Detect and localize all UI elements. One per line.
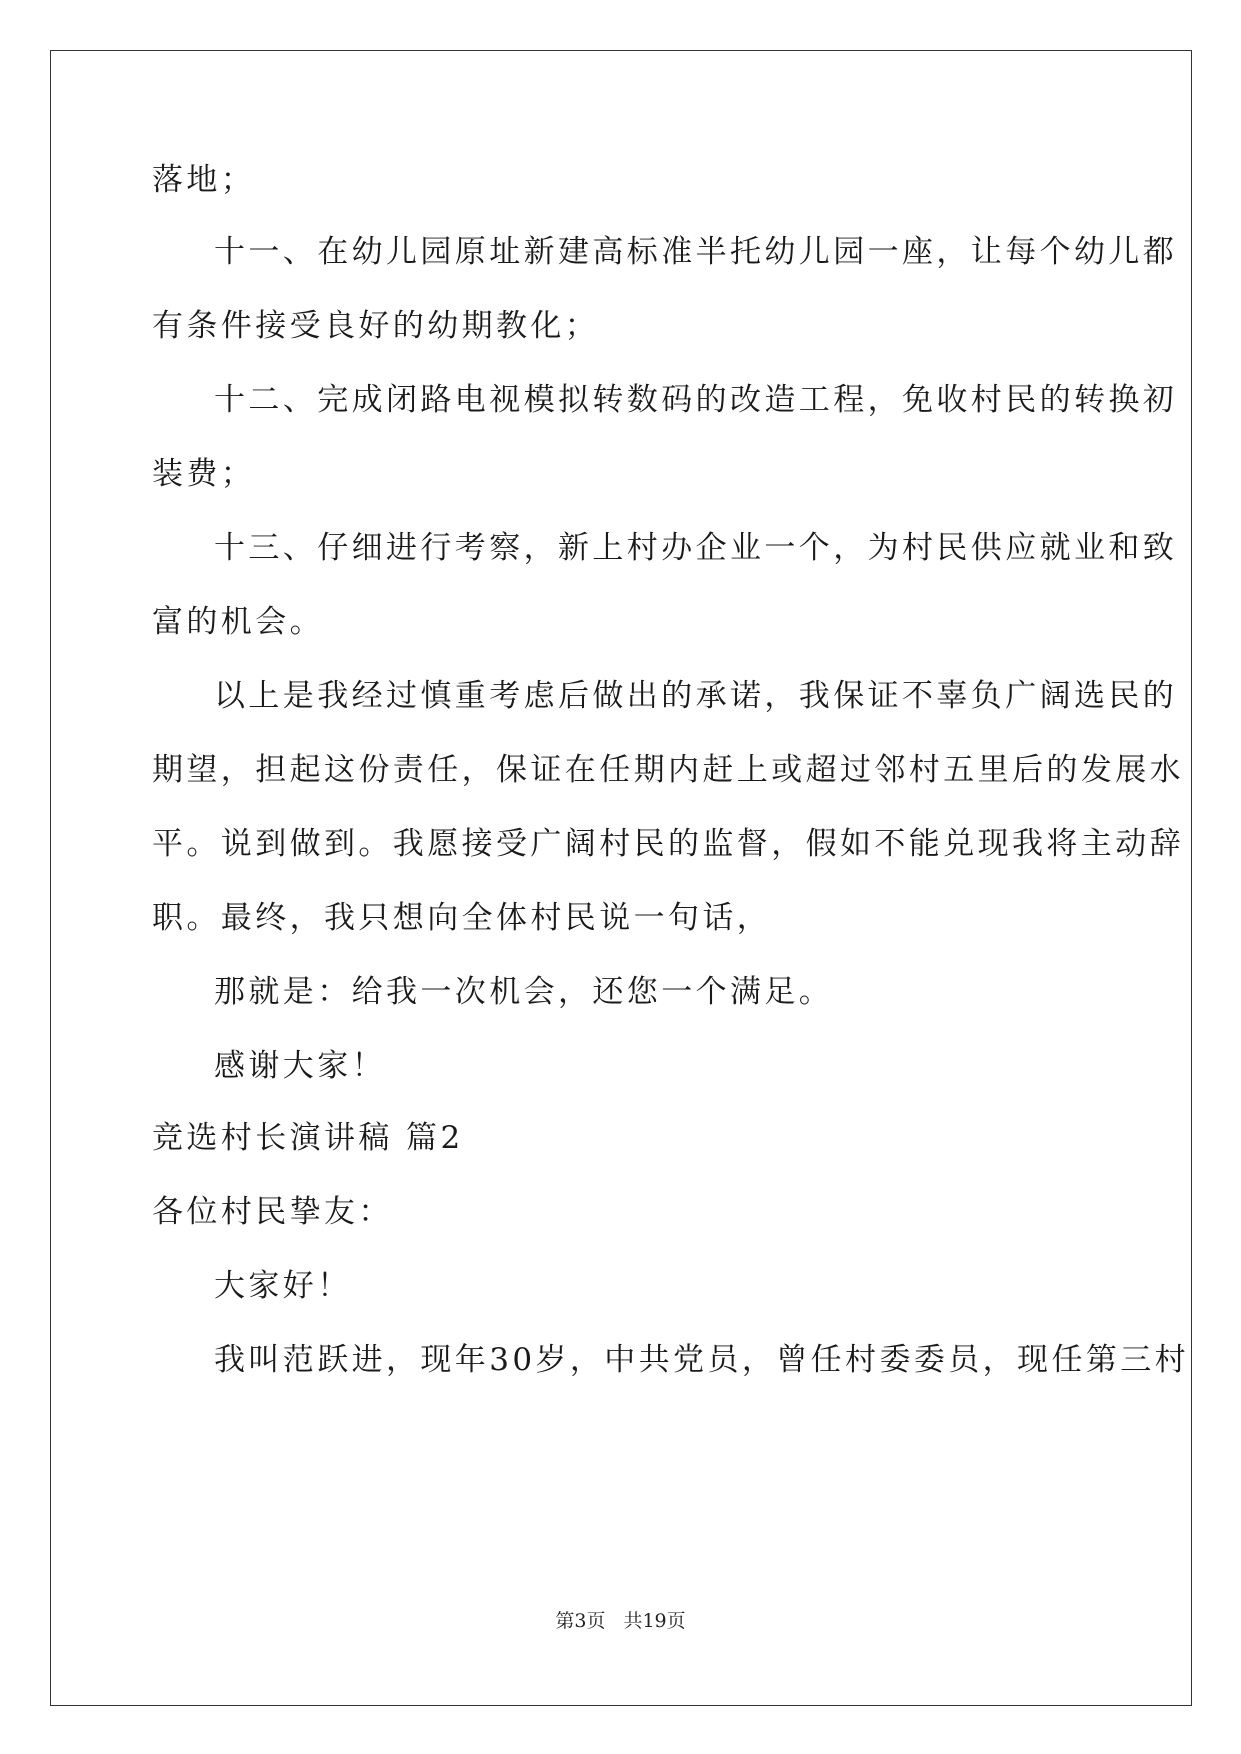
- paragraph-line: 十三、仔细进行考察，新上村办企业一个，为村民供应就业和致: [214, 530, 1178, 566]
- greeting: 大家好！: [214, 1268, 352, 1304]
- page-total: 共19页: [623, 1610, 686, 1632]
- section-heading: 竞选村长演讲稿 篇2: [152, 1120, 464, 1156]
- paragraph-line: 有条件接受良好的幼期教化；: [152, 308, 600, 344]
- paragraph-line: 十一、在幼儿园原址新建高标准半托幼儿园一座，让每个幼儿都: [214, 234, 1178, 270]
- page-border: [50, 50, 1192, 1706]
- paragraph-line: 期望，担起这份责任，保证在任期内赶上或超过邻村五里后的发展水: [152, 752, 1184, 788]
- paragraph-line: 装费；: [152, 456, 256, 492]
- paragraph-line: 落地；: [152, 162, 256, 198]
- paragraph-line: 感谢大家！: [214, 1048, 386, 1084]
- paragraph-line: 以上是我经过慎重考虑后做出的承诺，我保证不辜负广阔选民的: [214, 678, 1178, 714]
- paragraph-line: 十二、完成闭路电视模拟转数码的改造工程，免收村民的转换初: [214, 382, 1178, 418]
- paragraph-line: 平。说到做到。我愿接受广阔村民的监督，假如不能兑现我将主动辞: [152, 826, 1184, 862]
- paragraph-line: 富的机会。: [152, 604, 324, 640]
- paragraph-line: 我叫范跃进，现年30岁，中共党员，曾任村委委员，现任第三村: [214, 1342, 1190, 1378]
- salutation: 各位村民挚友：: [152, 1194, 393, 1230]
- page-footer: [0, 1606, 1241, 1633]
- page-number: 第3页: [555, 1610, 606, 1632]
- paragraph-line: 那就是：给我一次机会，还您一个满足。: [214, 974, 834, 1010]
- paragraph-line: 职。最终，我只想向全体村民说一句话，: [152, 900, 772, 936]
